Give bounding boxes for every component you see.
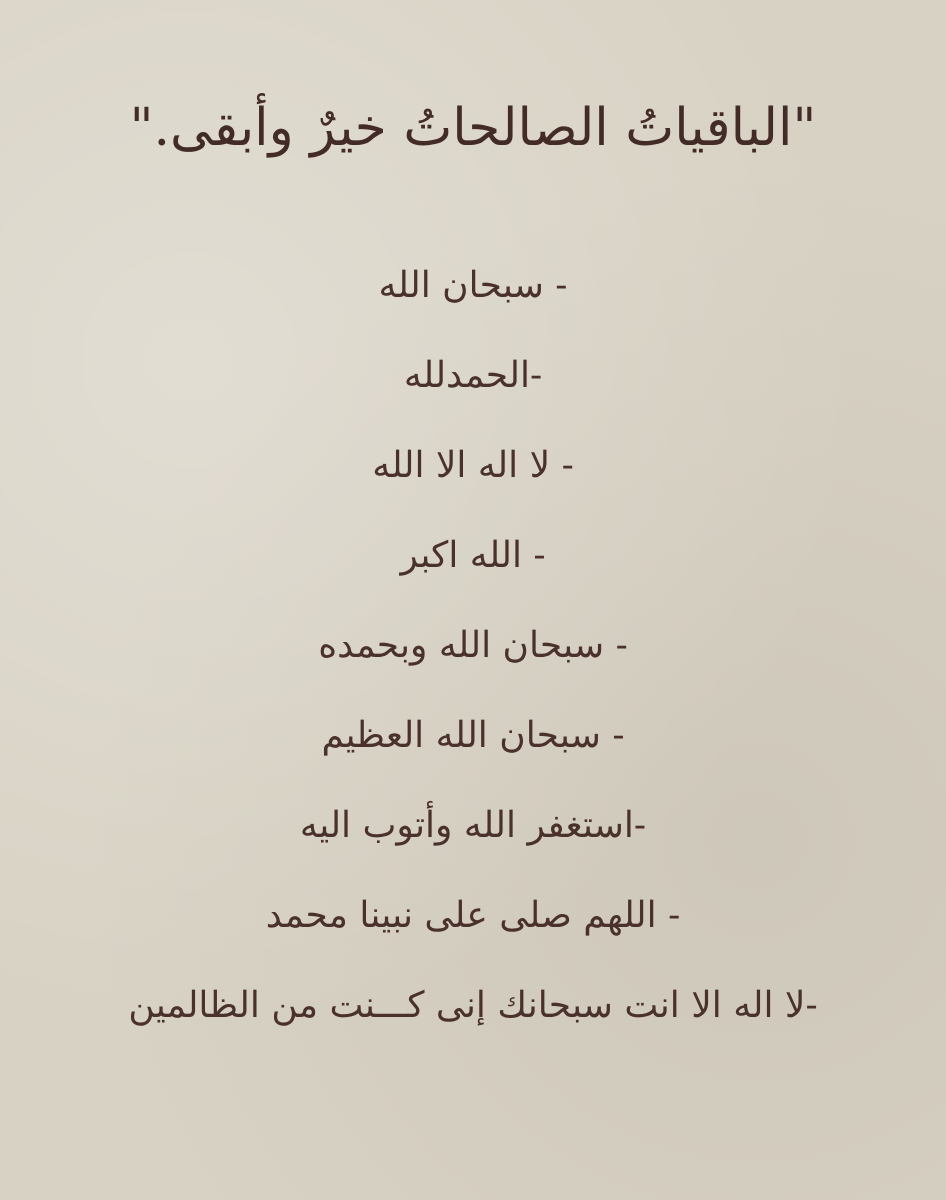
list-item: - سبحان الله العظيم xyxy=(321,714,625,756)
dhikr-list xyxy=(0,240,946,1050)
list-item: -الحمدلله xyxy=(403,354,543,396)
list-item: - سبحان الله xyxy=(378,264,568,306)
list-item: - لا اله الا الله xyxy=(372,444,574,486)
list-item: -لا اله الا انت سبحانك إنى كـــنت من الظالمين xyxy=(128,984,818,1026)
list-item: -استغفر الله وأتوب اليه xyxy=(299,804,647,846)
list-item: - اللهم صلى على نبينا محمد xyxy=(265,894,681,936)
list-item: - سبحان الله وبحمده xyxy=(318,624,628,666)
list-item: - الله اكبر xyxy=(400,534,546,576)
page-title: "الباقياتُ الصالحاتُ خيرٌ وأبقى." xyxy=(129,98,817,158)
